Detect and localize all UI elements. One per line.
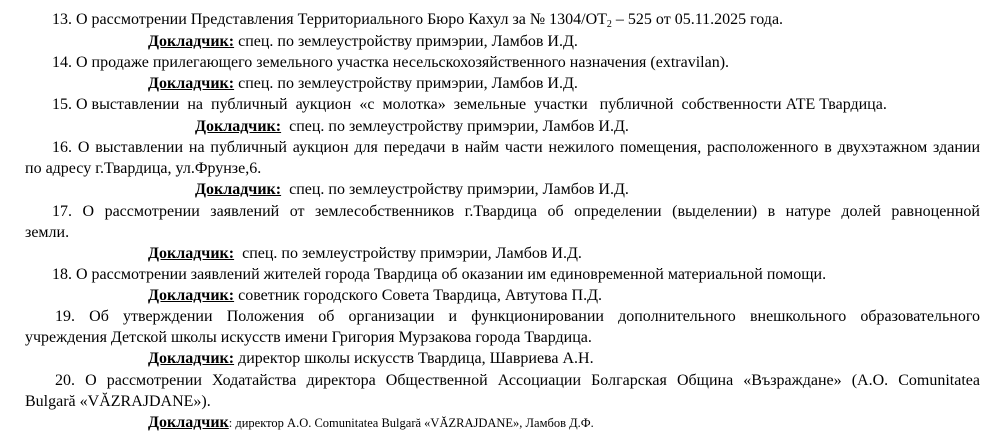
reporter-label: Докладчик: [148,33,235,50]
agenda-item-15: 15. О выставлении на публичный аукцион «с молотка» земельные участки публичной собственности АТЕ Твардица. [52,96,887,113]
reporter-line [148,349,594,369]
agenda-item-14: 14. О продаже прилегающего земельного участка несельскохозяйственного назначения (extravilan). [52,54,730,71]
agenda-item-20-cont: Bulgară «VĂZRAJDANE»). [25,393,211,410]
agenda-item-18: 18. О рассмотрении заявлений жителей города Твардица об оказании им единовременной материальной помощи. [52,266,827,283]
agenda-item-17: 17. О рассмотрении заявлений от землесобственников г.Твардица об определении (выделении) в натуре долей равноценной [52,203,980,220]
reporter-line [195,117,629,137]
reporter-text: спец. по землеустройству примэрии, Ламбов И.Д. [234,245,582,262]
item-text: – 525 от 05.11.2025 года. [611,11,784,28]
reporter-label: Докладчик [148,414,229,431]
reporter-label: Докладчик: [148,350,235,367]
agenda-item-13 [52,10,783,30]
reporter-label: Докладчик: [148,75,235,92]
reporter-line [148,286,602,306]
reporter-line [148,244,582,264]
reporter-line [195,180,629,200]
subscript: 2 [606,19,612,30]
reporter-text: директор школы искусств Твардица, Шавриева А.Н. [234,350,594,367]
reporter-text: советник городского Совета Твардица, Автутова П.Д. [234,287,603,304]
agenda-item-16: 16. О выставлении на публичный аукцион для передачи в найм части нежилого помещения, расположенного в двухэтажном здании [52,139,980,156]
reporter-label: Докладчик: [195,118,282,135]
reporter-label: Докладчик: [148,287,235,304]
reporter-line [148,32,578,52]
reporter-text: спец. по землеустройству примэрии, Ламбов И.Д. [281,181,629,198]
reporter-label: Докладчик: [148,245,235,262]
agenda-item-20: 20. О рассмотрении Ходатайства директора Общественной Ассоциации Болгарская Община «Възраждане» (А.О. Comunitatea [55,372,980,389]
reporter-line [148,413,594,433]
item-text: 13. О рассмотрении Представления Территориального Бюро Кахул за № 1304/ОТ [52,11,607,28]
reporter-text: спец. по землеустройству примэрии, Ламбов И.Д. [234,33,578,50]
agenda-item-17-cont: земли. [25,224,70,241]
agenda-item-19: 19. Об утверждении Положения об организации и функционировании дополнительного внешкольного образовательного [55,308,980,325]
reporter-label: Докладчик: [195,181,282,198]
agenda-item-19-cont: учреждения Детской школы искусств имени Григория Мурзакова города Твардица. [25,329,592,346]
reporter-text: : директор А.О. Comunitatea Bulgară «VĂZRAJDANE», Ламбов Д.Ф. [228,416,594,430]
agenda-item-16-cont: по адресу г.Твардица, ул.Фрунзе,6. [25,160,262,177]
reporter-line [148,74,578,94]
reporter-text: спец. по землеустройству примэрии, Ламбов И.Д. [234,75,578,92]
reporter-text: спец. по землеустройству примэрии, Ламбов И.Д. [281,118,629,135]
